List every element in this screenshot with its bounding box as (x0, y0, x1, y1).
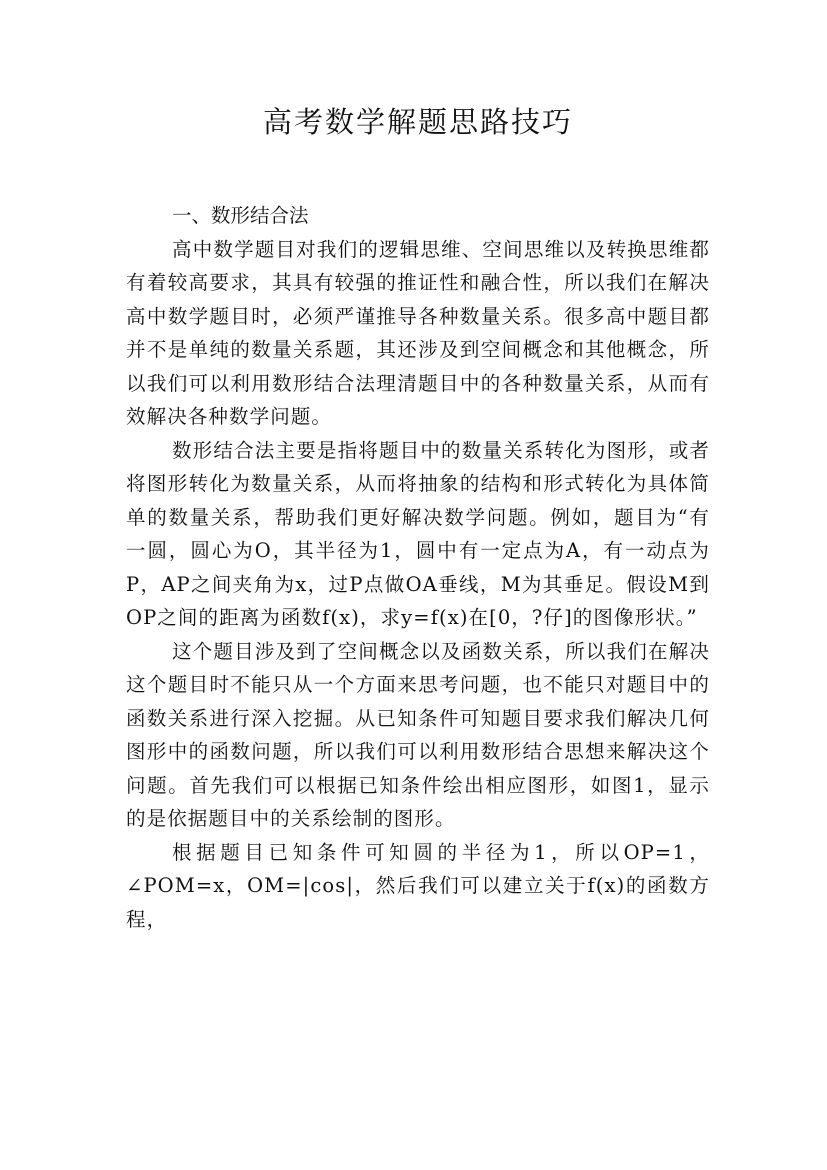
paragraph: 根据题目已知条件可知圆的半径为1，所以OP=1，∠POM=x，OM=|cos|，然后我们可以建立关于f(x)的函数方程， (126, 840, 710, 931)
paragraph: 这个题目涉及到了空间概念以及函数关系，所以我们在解决这个题目时不能只从一个方面来思考问题，也不能只对题目中的函数关系进行深入挖掘。从已知条件可知题目要求我们解决几何图形中的函数问题，所以我们可以利用数形结合思想来解决这个问题。首先我们可以根据已知条件绘出相应图形，如图1，显示的是依据题目中的关系绘制的图形。 (126, 639, 710, 830)
document-title: 高考数学解题思路技巧 (262, 105, 573, 139)
paragraph: 数形结合法主要是指将题目中的数量关系转化为图形，或者将图形转化为数量关系，从而将抽象的结构和形式转化为具体简单的数量关系，帮助我们更好解决数学问题。例如，题目为“有一圆，圆心为O，其半径为1，圆中有一定点为A，有一动点为P，AP之间夹角为x，过P点做OA垂线，M为其垂足。假设M到OP之间的距离为函数f(x)，求y=f(x)在[0，?仔]的图像形状。” (126, 438, 710, 629)
document-page (126, 100, 710, 936)
paragraph: 高中数学题目对我们的逻辑思维、空间思维以及转换思维都有着较高要求，其具有较强的推证性和融合性，所以我们在解决高中数学题目时，必须严谨推导各种数量关系。很多高中题目都并不是单纯的数量关系题，其还涉及到空间概念和其他概念，所以我们可以利用数形结合法理清题目中的各种数量关系，从而有效解决各种数学问题。 (126, 237, 710, 428)
section-heading: 一、数形结合法 (172, 204, 309, 227)
